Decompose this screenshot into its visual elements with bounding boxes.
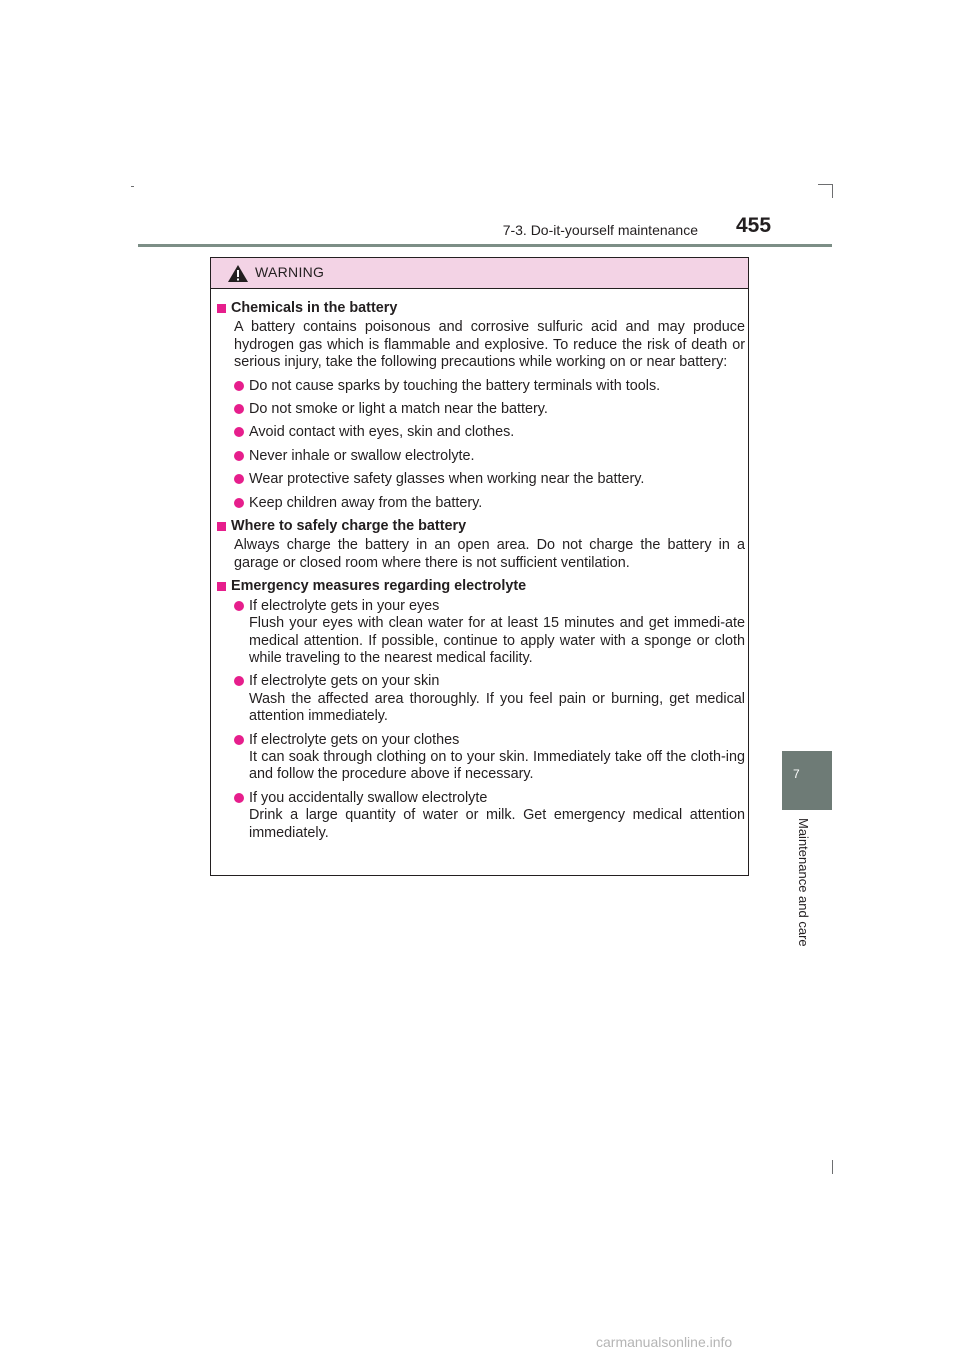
list-item: If electrolyte gets on your clothes It can soak through clothing on to your skin. Immediately take off the cloth-ing and follow the procedure above if necessary. [217, 732, 745, 784]
list-item: Keep children away from the battery. [217, 495, 745, 512]
list-item: Wear protective safety glasses when working near the battery. [217, 471, 745, 488]
page-number: 455 [736, 214, 772, 237]
warning-triangle-icon [227, 264, 249, 283]
crop-mark-top-right-v [832, 184, 833, 198]
warning-box [210, 257, 749, 876]
list-item: Never inhale or swallow electrolyte. [217, 448, 745, 465]
round-bullet-icon [234, 381, 244, 391]
warning-header [211, 258, 748, 289]
list-item: Do not smoke or light a match near the battery. [217, 401, 745, 418]
header-divider [138, 244, 832, 247]
round-bullet-icon [234, 676, 244, 686]
chapter-title: Maintenance and care [796, 818, 811, 947]
charging-body: Always charge the battery in an open area. Do not charge the battery in a garage or closed room where there is not sufficient ventilation. [234, 537, 745, 571]
square-bullet-icon [217, 304, 226, 313]
round-bullet-icon [234, 427, 244, 437]
heading-chemicals: Chemicals in the battery [217, 300, 745, 317]
round-bullet-icon [234, 404, 244, 414]
crop-mark-top-right-h [818, 184, 832, 185]
list-item: If electrolyte gets on your skin Wash the affected area thoroughly. If you feel pain or burning, get medical attention immediately. [217, 673, 745, 725]
warning-title: WARNING [255, 264, 325, 280]
list-item: If you accidentally swallow electrolyte Drink a large quantity of water or milk. Get emergency medical attention immediately. [217, 790, 745, 842]
round-bullet-icon [234, 498, 244, 508]
square-bullet-icon [217, 582, 226, 591]
square-bullet-icon [217, 522, 226, 531]
round-bullet-icon [234, 793, 244, 803]
watermark: carmanualsonline.info [596, 1334, 733, 1350]
round-bullet-icon [234, 601, 244, 611]
heading-emergency: Emergency measures regarding electrolyte [217, 578, 745, 595]
chemicals-body: A battery contains poisonous and corrosive sulfuric acid and may produce hydrogen gas which is flammable and explosive. To reduce the risk of death or serious injury, take the following precautions while working on or near battery: [234, 319, 745, 371]
crop-mark-bottom-right [832, 1160, 833, 1174]
warning-content [217, 300, 745, 848]
list-item: Do not cause sparks by touching the battery terminals with tools. [217, 378, 745, 395]
round-bullet-icon [234, 451, 244, 461]
crop-mark-top-left [131, 186, 134, 187]
section-title: 7-3. Do-it-yourself maintenance [502, 222, 698, 238]
chapter-number: 7 [793, 767, 800, 781]
heading-charging: Where to safely charge the battery [217, 518, 745, 535]
round-bullet-icon [234, 735, 244, 745]
list-item: If electrolyte gets in your eyes Flush your eyes with clean water for at least 15 minutes and get immedi-ate medical attention. If possible, continue to apply water with a sponge or cloth while traveling to the nearest medical facility. [217, 598, 745, 668]
round-bullet-icon [234, 474, 244, 484]
chapter-tab [782, 751, 832, 810]
list-item: Avoid contact with eyes, skin and clothes. [217, 424, 745, 441]
